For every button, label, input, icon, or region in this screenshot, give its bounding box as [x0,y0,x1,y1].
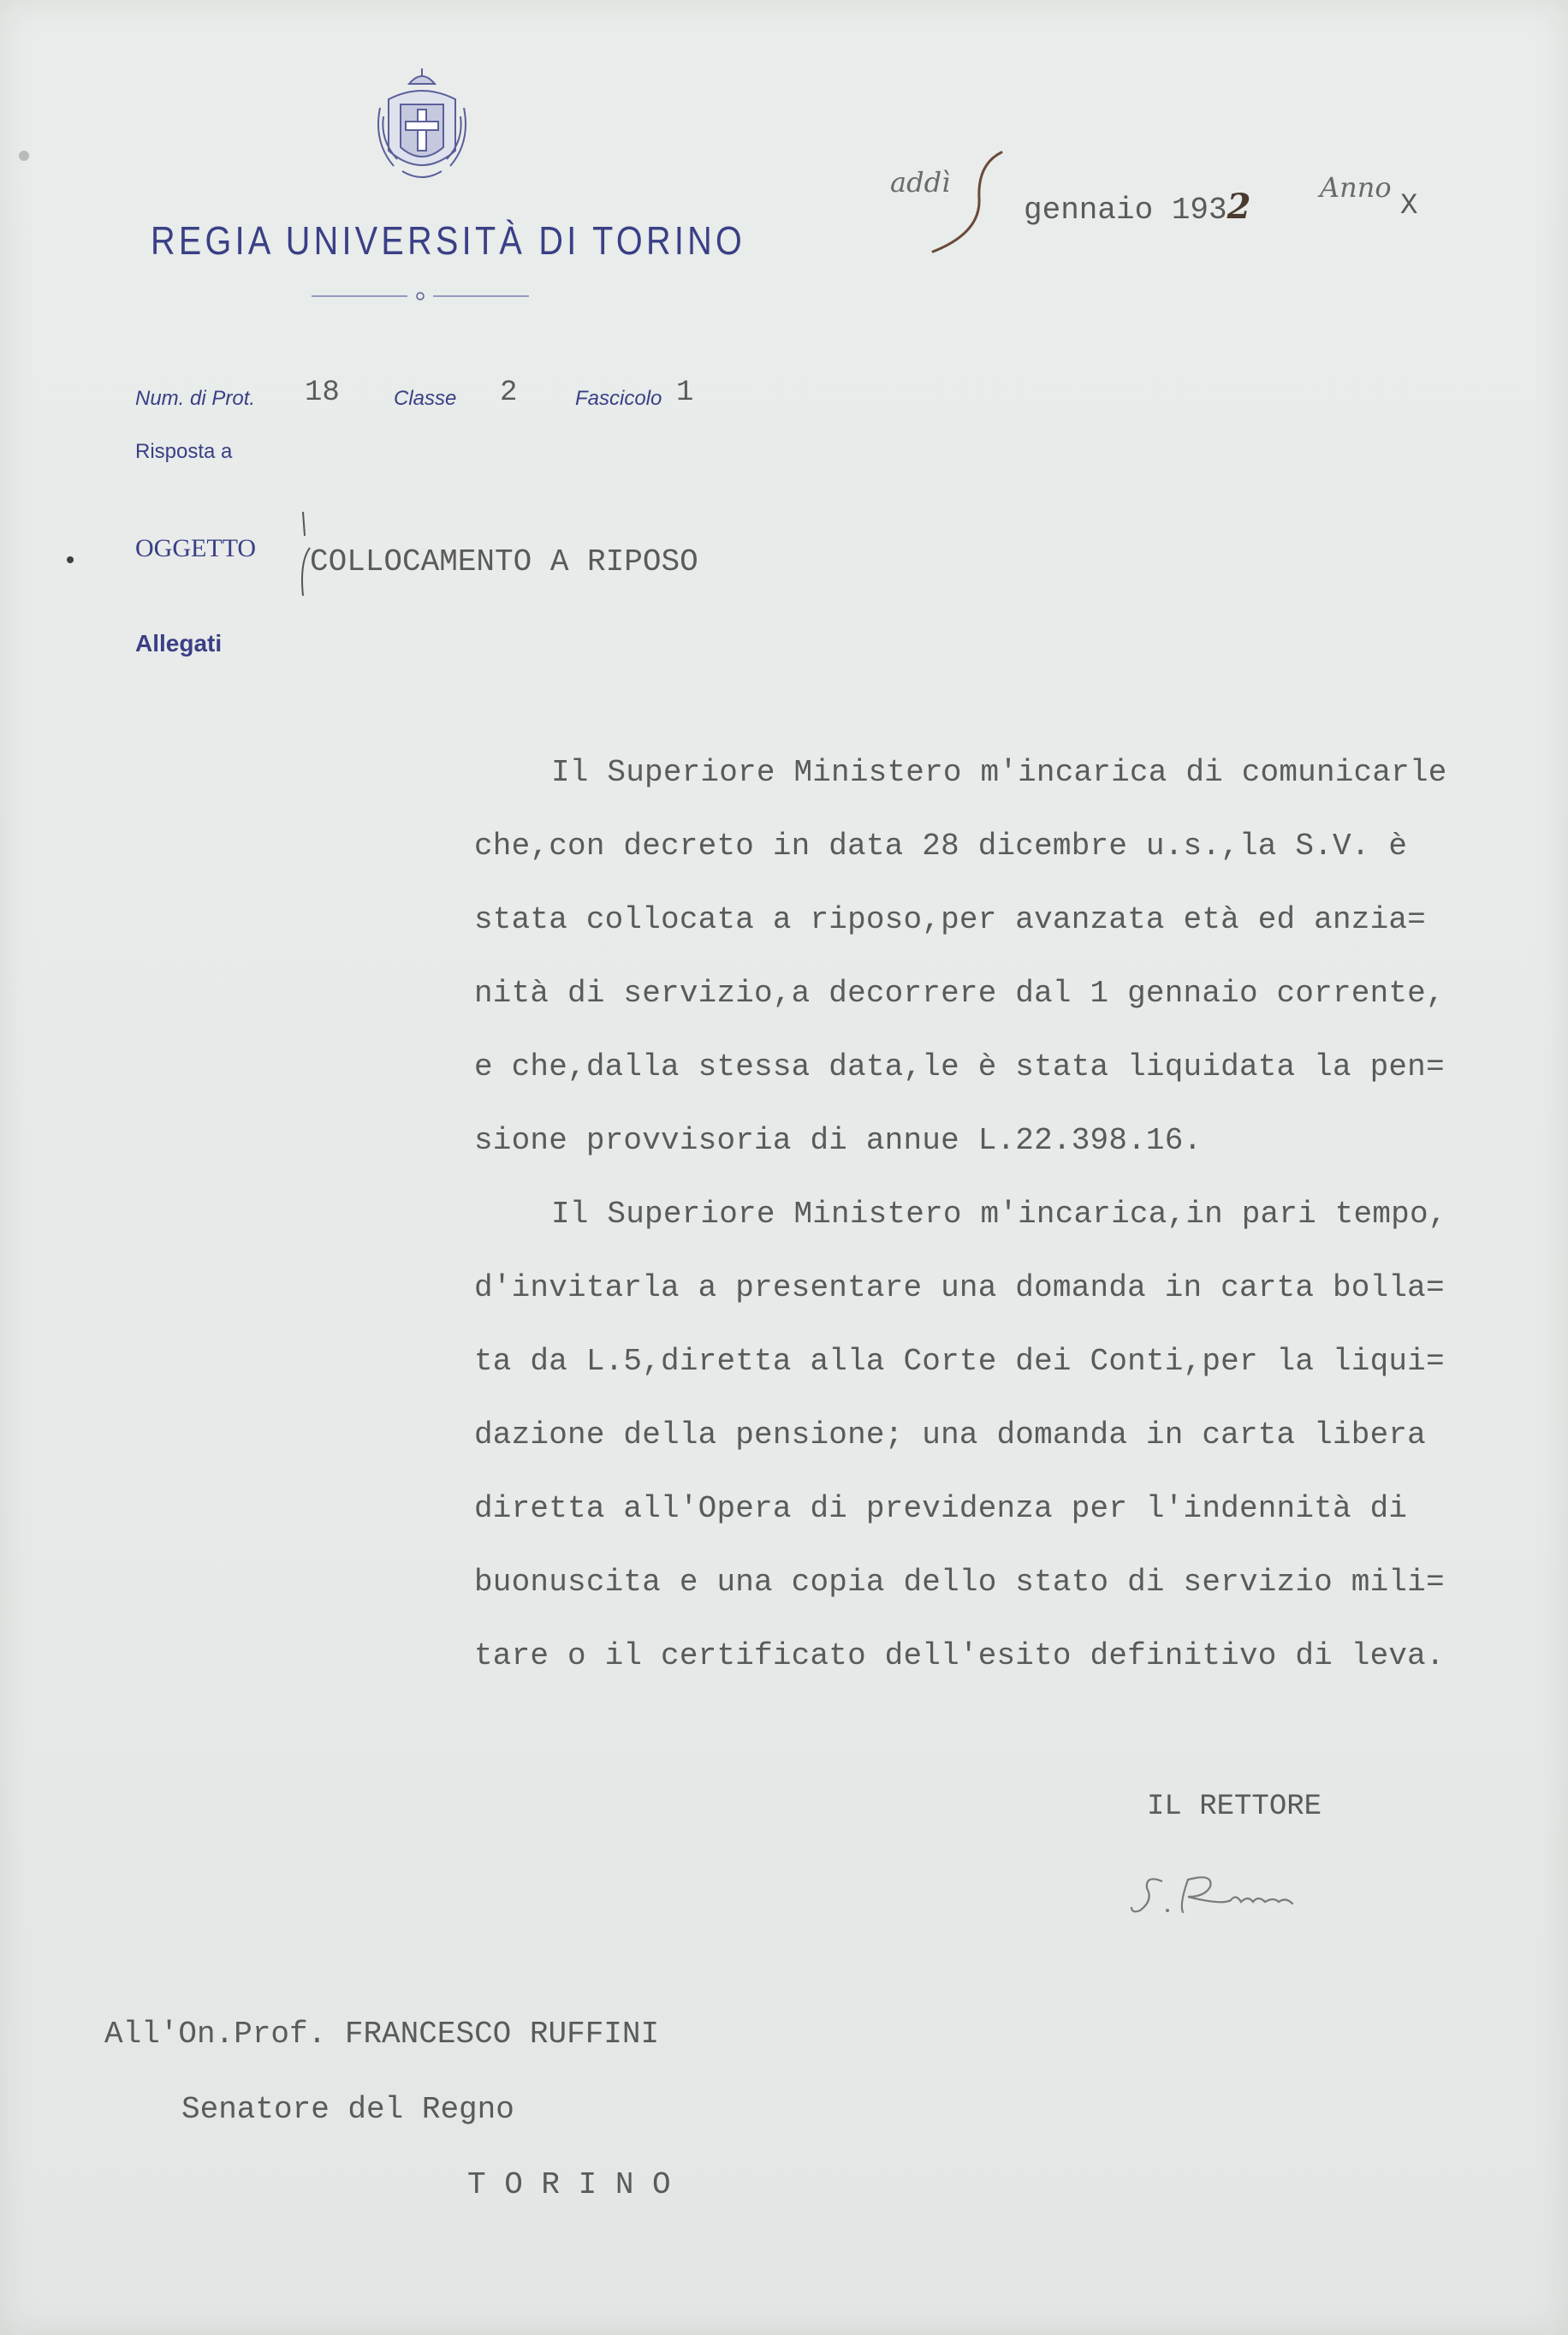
body-line: diretta all'Opera di previdenza per l'indennità di [474,1491,1408,1526]
fascicolo-value: 1 [676,377,694,409]
classe-label: Classe [394,387,457,410]
num-prot-label: Num. di Prot. [135,387,256,410]
protocol-row [135,377,820,419]
coat-of-arms-icon [371,65,472,187]
paper-speck [19,151,29,161]
body-line: d'invitarla a presentare una domanda in carta bolla= [474,1270,1445,1305]
date-year-digit: 2 [1226,187,1251,227]
body-line: Il Superiore Ministero m'incarica,in pari tempo, [551,1197,1447,1232]
body-line: dazione della pensione; una domanda in carta libera [474,1417,1426,1453]
body-line: nità di servizio,a decorrere dal 1 gennaio corrente, [474,976,1445,1011]
handwritten-day-mark [926,147,1012,258]
date-field [1024,187,1250,228]
signature-text: S. Pivano [1214,1911,1261,1921]
body-line: e che,dalla stessa data,le è stata liquidata la pen= [474,1049,1445,1084]
oggetto-value: COLLOCAMENTO A RIPOSO [310,544,698,579]
university-name: REGIA UNIVERSITÀ DI TORINO [151,218,746,263]
date-typed: gennaio 193 [1024,193,1227,228]
fascicolo-label: Fascicolo [575,387,662,410]
body-line: ta da L.5,diretta alla Corte dei Conti,per la liqui= [474,1344,1445,1379]
header-divider [312,288,529,305]
addi-label: addì [890,166,951,199]
body-line: stata collocata a riposo,per avanzata età ed anzia= [474,902,1426,937]
anno-label: Anno [1320,171,1392,204]
anno-value: X [1400,190,1418,223]
body-line: buonuscita e una copia dello stato di servizio mili= [474,1565,1445,1600]
body-line: sione provvisoria di annue L.22.398.16. [474,1123,1203,1158]
body-line: Il Superiore Ministero m'incarica di comunicarle [551,755,1447,790]
rettore-title: IL RETTORE [1147,1791,1322,1823]
allegati-label: Allegati [135,630,223,657]
classe-value: 2 [500,377,518,409]
address-line-1: All'On.Prof. FRANCESCO RUFFINI [104,2017,660,2052]
paper-speck [67,556,74,563]
address-line-2: Senatore del Regno [181,2092,514,2127]
address-line-3: T O R I N O [467,2167,671,2202]
num-prot-value: 18 [305,377,340,409]
rector-signature [1128,1863,1347,1922]
oggetto-label: OGGETTO [135,534,257,562]
risposta-label: Risposta a [135,440,233,463]
body-line: tare o il certificato dell'esito definitivo di leva. [474,1638,1445,1673]
body-line: che,con decreto in data 28 dicembre u.s.,la S.V. è [474,829,1408,864]
